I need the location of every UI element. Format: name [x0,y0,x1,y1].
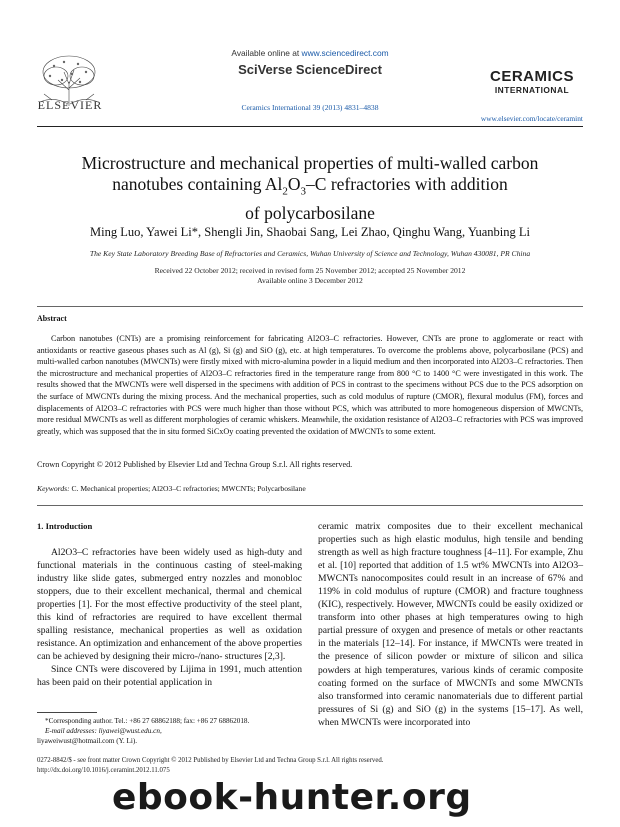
header-rule [37,126,583,127]
journal-logo [480,68,584,95]
keywords-list: C. Mechanical properties; Al2O3–C refractories; MWCNTs; Polycarbosilane [69,484,306,493]
intro-paragraph-1: Al2O3–C refractories have been widely used as high-duty and functional materials in the continuous casting of steel-making industry like slide gates, submerged entry nozzles and monobloc stoppers, due to their excellent mechanical, thermal and chemical properties [1]. For the most effective productivity of the steel plant, this kind of refractories are required to have excellent thermal spalling resistance, mechanical properties as well as oxidation resistance. An optimization and enhancement of the above properties can be achieved by designing their micro-/nano- structures [2,3]. [37,547,302,663]
available-online-date: Available online 3 December 2012 [257,276,363,285]
title-line-1: Microstructure and mechanical properties of multi-walled carbon [81,153,539,173]
right-column [318,520,583,729]
footnote-corresponding: *Corresponding author. Tel.: +86 27 68862188; fax: +86 27 68862018. [45,717,250,725]
footnote [37,716,307,746]
section-heading-introduction: 1. Introduction [37,521,93,531]
journal-logo-line2: INTERNATIONAL [494,85,570,95]
abstract-bottom-rule [37,505,583,506]
publisher-logo-text: ELSEVIER [37,98,103,112]
left-column [37,546,302,690]
abstract-top-rule [37,306,583,307]
footnote-rule [37,712,97,713]
keywords-label: Keywords: [37,484,70,493]
available-prefix: Available online at [231,48,302,58]
abstract-text: Carbon nanotubes (CNTs) are a promising reinforcement for fabricating Al2O3–C refractories. However, CNTs are prone to agglomerate or react with antioxidants or reactive gaseous phases such as Al (g), Si (g) and SiO (g), etc. at high temperatures. To overcome the problems above, polycarbosilane (PCS) and multi-walled carbon nanotubes (MWCNTs) were firstly mixed with micro-alumina powder in a liquid medium and then incorporated into Al2O3–C refractories. Then the microstructure and mechanical properties of Al2O3–C refractories fired in the temperature range from 800 °C to 1400 °C were investigated in this work. The results showed that the MWCNTs were well dispersed in the specimens with addition of PCS in contrast to the specimens without PCS due to the PCS adsorption on the surface of MWCNTs during the mixing process. And the mechanical properties, such as cold modulus of rupture (CMOR), flexural modulus (FM), forces and displacements of Al2O3–C refractories with PCS were much higher than those without PCS, which was attributed to more homogeneous dispersion of MWCNTs, more residual MWCNTs as well as different morphologies of ceramic whiskers. Meanwhile, the oxidation resistance of Al2O3–C refractories with PCS was improved greatly, which was supposed that the in situ formed SiCxOy coating prevented the oxidation of MWCNTs to some extent. [37,334,583,436]
abstract-heading: Abstract [37,314,67,323]
watermark: ebook-hunter.org [112,777,472,818]
journal-url[interactable]: www.elsevier.com/locate/ceramint [480,114,583,123]
author-list: Ming Luo, Yawei Li*, Shengli Jin, Shaobai Sang, Lei Zhao, Qinghu Wang, Yuanbing Li [90,225,530,239]
footer-doi[interactable]: http://dx.doi.org/10.1016/j.ceramint.2012.11.075 [37,766,170,774]
footer-issn: 0272-8842/$ - see front matter Crown Copyright © 2012 Published by Elsevier Ltd and Techna Group S.r.l. All rights reserved. [37,757,384,764]
page-footer [37,756,383,775]
title-line-2: nanotubes containing $Al_2O_3-C$ refractories with addition [112,174,508,198]
article-dates [30,266,590,286]
title-line-3: of polycarbosilane [245,202,375,223]
sciencedirect-link[interactable]: www.sciencedirect.com [301,48,389,58]
affiliation: The Key State Laboratory Breeding Base of Refractories and Ceramics, Wuhan University of Science and Technology, Wuhan 430081, PR China [89,249,531,258]
footnote-email: E-mail addresses: liyawei@wust.edu.cn, [45,727,162,735]
intro-paragraph-3: ceramic matrix composites due to their excellent mechanical properties such as high elastic modulus, high tensile and bending strength as well as high fracture toughness [4–11]. For example, Zhu et al. [10] reported that addition of 1.5 wt% MWCNTs into Al2O3–MWCNTs nanocomposites could result in an increase of 67% and 119% in cold modulus of rupture (CMOR) and fracture toughness (KIC), respectively. However, MWCNTs could be easily oxidized or transform into other phases at high temperatures owing to high partial pressure of oxygen and presence of metals or other reactants in the materials [12–14]. For instance, if MWCNTs were treated in the presence of silicon powder or mixture of silicon and silica powders at high temperatures, various kinds of ceramic composite coating formed on the surface of MWCNTs and some MWCNTs also transformed into ceramic nanomaterials due to different partial pressures of Si (g) and SiO (g) in the systems [15–17]. As well, when MWCNTs were incorporated into [318,521,583,728]
footnote-email-2: liyaweiwust@hotmail.com (Y. Li). [37,737,138,745]
keywords [37,484,306,493]
journal-citation[interactable]: Ceramics International 39 (2013) 4831–4838 [241,103,379,112]
intro-paragraph-2: Since CNTs were discovered by Lijima in 1991, much attention has been paid on their potential application in [37,664,302,689]
article-title [30,153,590,224]
abstract-copyright: Crown Copyright © 2012 Published by Elsevier Ltd and Techna Group S.r.l. All rights reserved. [37,460,353,469]
journal-logo-line1: CERAMICS [489,68,574,85]
received-line: Received 22 October 2012; received in revised form 25 November 2012; accepted 25 November 2012 [154,266,466,275]
available-online-line [0,48,620,58]
sciverse-brand: SciVerse ScienceDirect [238,62,382,77]
